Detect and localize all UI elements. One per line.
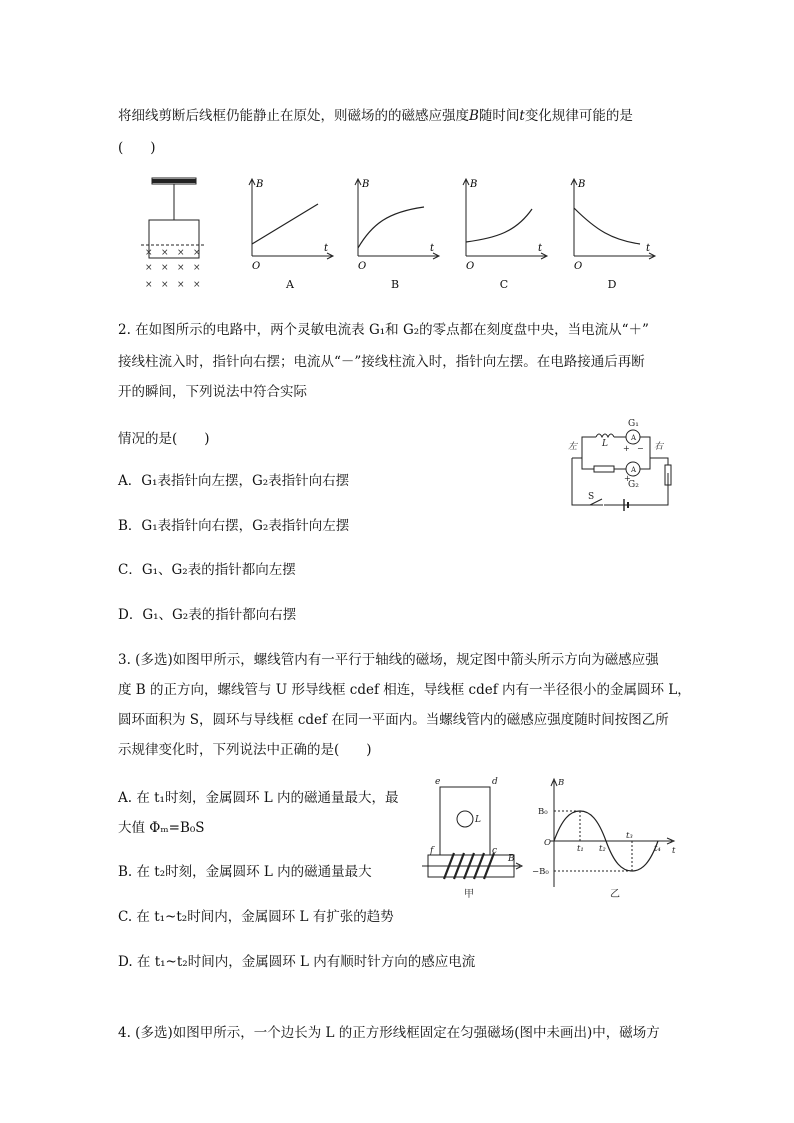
cross-mark: × [145,248,153,258]
label-switch: S [588,492,595,502]
svg-text:A: A [631,466,637,474]
label-right: 右 [654,442,664,452]
x-axis-label: t [430,243,435,254]
label-f: f [430,846,434,856]
curve-saturating [358,207,424,248]
wire-frame [149,220,199,258]
y-axis-label: B [362,179,370,190]
q3-option-b: B. 在 t₂时刻，金属圆环 L 内的磁通量最大 [118,864,372,880]
q4-stem-line1: 4. (多选)如图甲所示，一个边长为 L 的正方形线框固定在匀强磁场(图中未画出)中，磁场方 [118,1025,660,1041]
q2-stem-line1: 2. 在如图所示的电路中，两个灵敏电流表 G₁和 G₂的零点都在刻度盘中央，当电流从“＋” [118,322,649,338]
inductor-coil [596,434,614,437]
q1-graph-a [244,176,336,271]
q2-circuit-diagram [560,413,680,513]
q1-graph-d [566,176,658,271]
curve-linear [252,204,318,244]
q2-option-a: A．G₁表指针向左摆，G₂表指针向右摆 [118,473,350,489]
q3-figure-jia [420,775,528,903]
bottom-branch-wire-right [640,458,668,469]
label-d: d [492,777,498,787]
q2-option-d: D．G₁、G₂表的指针都向右摆 [118,607,297,623]
q1-caption-c: C [499,278,509,291]
cross-mark: × [193,263,201,273]
label-neg-b0: −B₀ [532,867,549,877]
metal-ring [457,811,473,827]
x-axis-label: t [646,243,651,254]
q1-graph-c [458,176,550,271]
label-t2: t₂ [599,844,606,854]
q3-stem-line4: 示规律变化时，下列说法中正确的是( ) [118,742,372,758]
caption-jia: 甲 [464,889,474,900]
origin-label: O [574,261,583,271]
cross-mark: × [161,263,169,273]
q1-stem-mid: 随时间 [478,108,520,124]
svg-text:A: A [631,434,637,442]
q2-option-b: B．G₁表指针向右摆，G₂表指针向左摆 [118,518,350,534]
cross-mark: × [193,280,201,290]
label-axis-b: B [558,778,565,788]
cross-mark: × [193,248,201,258]
cross-mark: × [145,263,153,273]
label-t3: t₃ [626,831,633,841]
q2-stem-line2: 接线柱流入时，指针向右摆；电流从“－”接线柱流入时，指针向左摆。在电路接通后再断 [118,354,645,370]
label-t1: t₁ [577,844,584,854]
q2-option-c: C．G₁、G₂表的指针都向左摆 [118,562,296,578]
x-axis-label: t [538,243,543,254]
caption-yi: 乙 [610,889,620,900]
bottom-branch-wire-left [582,458,594,469]
label-b0: B₀ [538,807,548,817]
y-axis-label: B [578,179,586,190]
q1-stem-end: 变化规律可能的是 [524,108,633,124]
label-left: 左 [568,442,578,452]
q3-stem-line1: 3. (多选)如图甲所示，螺线管内有一平行于轴线的磁场，规定图中箭头所示方向为磁感应强 [118,652,659,668]
y-axis-label: B [470,179,478,190]
label-g1-plus: + [623,444,630,453]
q3-stem-line2: 度 B 的正方向，螺线管与 U 形导线框 cdef 相连，导线框 cdef 内有一半径很小的金属圆环 L， [118,682,691,698]
q3-option-a-line1: A. 在 t₁时刻，金属圆环 L 内的磁通量最大，最 [118,790,399,806]
label-g1: G₁ [628,419,639,429]
cross-mark: × [177,248,185,258]
q1-graph-b [350,176,442,271]
y-axis-label: B [256,179,264,190]
label-c: c [492,846,498,856]
cross-mark: × [145,280,153,290]
origin-label: O [358,261,367,271]
u-frame [440,787,490,855]
label-t4: t₄ [654,844,661,854]
cross-mark: × [177,263,185,273]
q1-var-b: B [469,108,479,124]
cross-mark: × [177,280,185,290]
label-g2: G₂ [628,480,639,490]
origin-label: O [466,261,475,271]
q3-option-d: D. 在 t₁~t₂时间内，金属圆环 L 内有顺时针方向的感应电流 [118,954,476,970]
q1-bracket: ( ) [118,140,156,156]
field-crosses [145,248,201,290]
q1-hanging-frame-figure [135,175,215,290]
x-axis-label: t [324,243,329,254]
q1-caption-b: B [390,278,400,291]
q1-caption-a: A [286,278,294,291]
label-field-b: B [508,854,515,864]
label-ring-l: L [475,815,481,825]
label-g1-minus: − [637,444,644,453]
q2-stem-line4: 情况的是( ) [118,431,210,447]
label-inductor: L [602,439,608,449]
q3-option-c: C. 在 t₁~t₂时间内，金属圆环 L 有扩张的趋势 [118,909,394,925]
label-axis-t: t [672,846,676,856]
curve-decaying [574,208,640,244]
curve-accelerating [466,209,532,242]
q3-figure-yi [530,775,680,903]
outer-wire [572,458,668,505]
q1-caption-d: D [607,278,617,291]
q1-stem-text: 将细线剪断后线框仍能静止在原处，则磁场的的磁感应强度 [118,108,469,124]
q3-option-a-line2: 大值 Φₘ=B₀S [118,820,205,836]
origin-label: O [252,261,261,271]
label-origin: O [544,838,551,848]
label-e: e [435,777,441,787]
resistor [594,466,614,472]
cross-mark: × [161,280,169,290]
q2-stem-line3: 开的瞬间，下列说法中符合实际 [118,384,307,400]
q1-stem [118,104,633,124]
cross-mark: × [161,248,169,258]
q1-var-t: t [519,108,525,124]
q3-stem-line3: 圆环面积为 S，圆环与导线框 cdef 在同一平面内。当螺线管内的磁感应强度随时间按图乙所 [118,712,669,728]
label-g2-plus: + [624,474,631,483]
